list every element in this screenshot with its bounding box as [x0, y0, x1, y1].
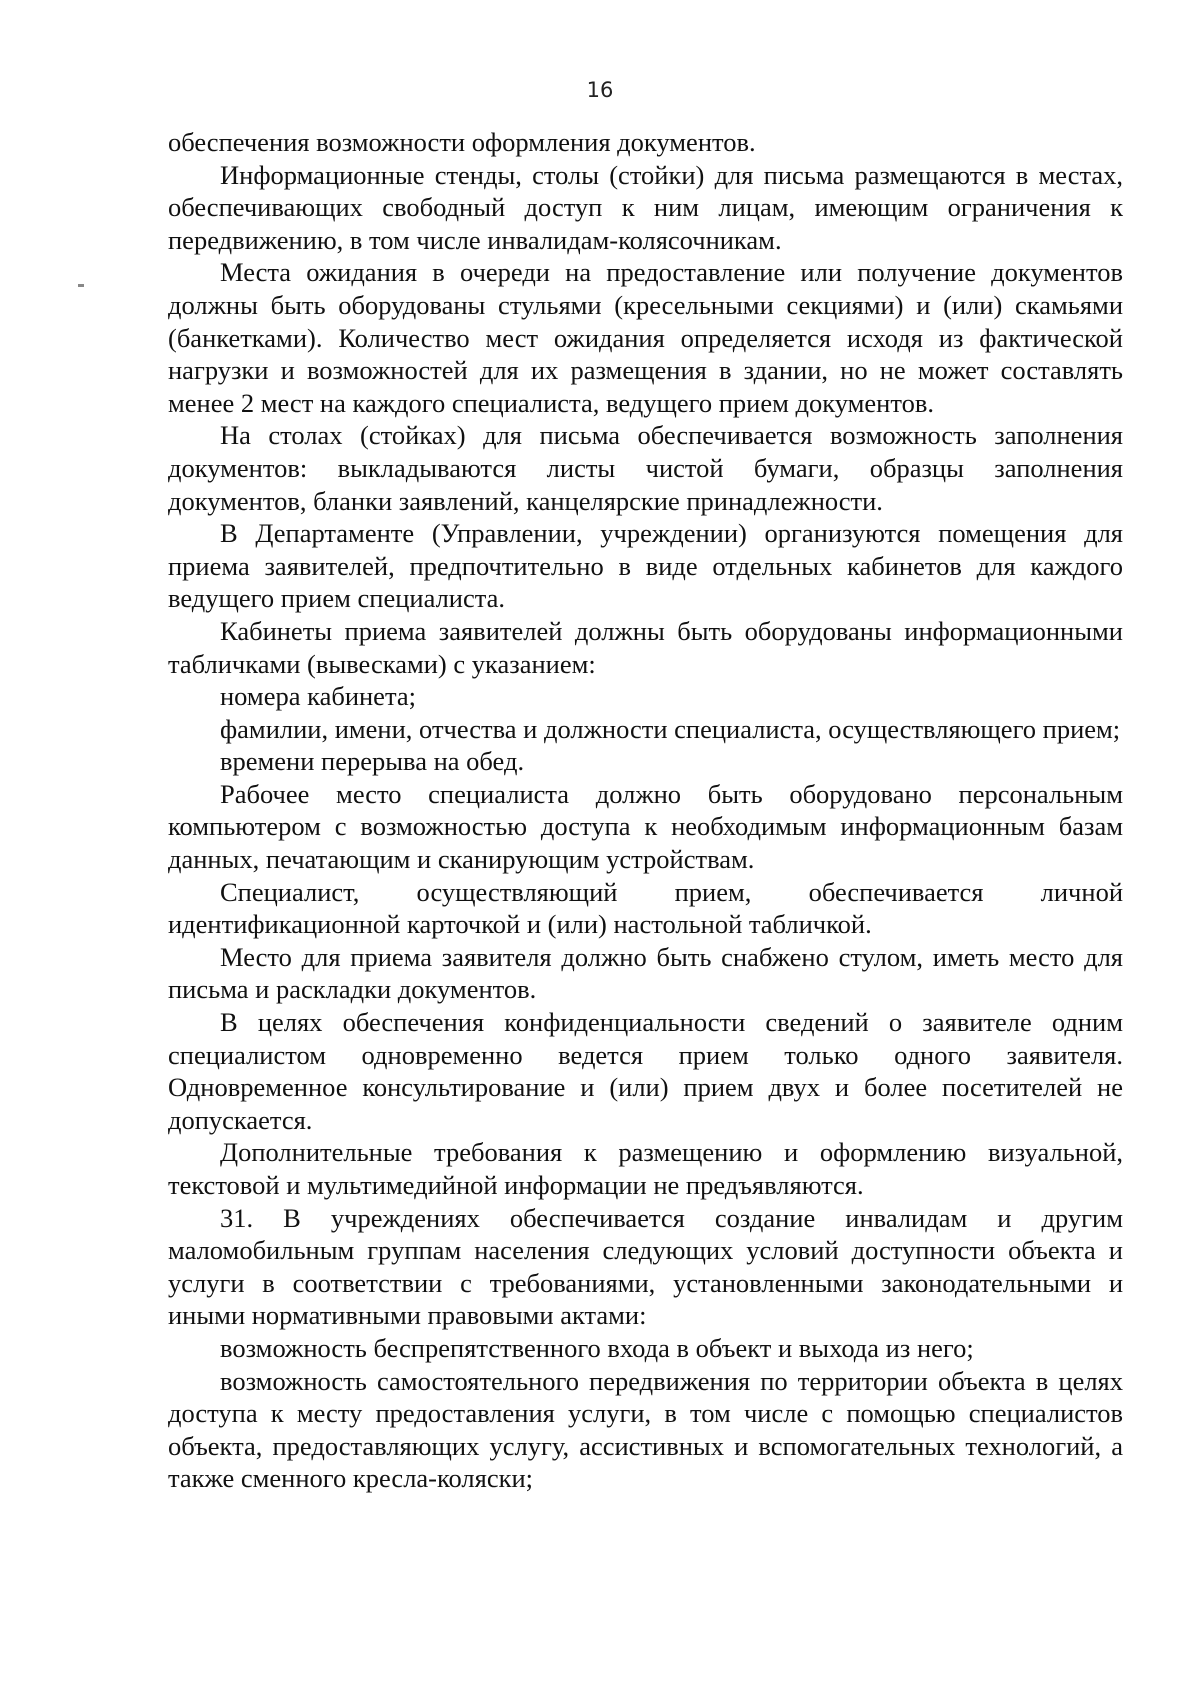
scan-mark: [78, 284, 84, 287]
paragraph-14: Дополнительные требования к размещению и оформлению визуальной, текстовой и мультимедийной информации не предъявляются.: [168, 1137, 1123, 1200]
paragraph-13: В целях обеспечения конфиденциальности сведений о заявителе одним специалистом одновременно ведется прием только одного заявителя. Одновременное консультирование и (или) прием двух и более посетителей не допускается.: [168, 1007, 1123, 1135]
paragraph-6: Кабинеты приема заявителей должны быть оборудованы информационными табличками (вывесками) с указанием:: [168, 615, 1123, 679]
list-item-specialist-name: фамилии, имени, отчества и должности специалиста, осуществляющего прием;: [220, 713, 1121, 744]
list-item-movement: возможность самостоятельного передвижения по территории объекта в целях доступа к месту предоставления услуги, в том числе с помощью специалистов объекта, предоставляющих услугу, ассистивных и вспомогательных технологий, а также сменного кресла-коляски;: [168, 1365, 1123, 1494]
paragraph-2: Информационные стенды, столы (стойки) для письма размещаются в местах, обеспечивающих свободный доступ к ним лицам, имеющим ограничения к передвижению, в том числе инвалидам-колясочникам.: [168, 159, 1123, 255]
paragraph-3: Места ожидания в очереди на предоставление или получение документов должны быть оборудованы стульями (кресельными секциями) и (или) скамьями (банкетками). Количество мест ожидания определяется исходя из фактической нагрузки и возможностей для их размещения в здании, но не может составлять менее 2 мест на каждого специалиста, ведущего прием документов.: [168, 257, 1123, 418]
paragraph-12: Место для приема заявителя должно быть снабжено стулом, иметь место для письма и раскладки документов.: [168, 941, 1123, 1005]
paragraph-10: Рабочее место специалиста должно быть оборудовано персональным компьютером с возможностью доступа к необходимым информационным базам данных, печатающим и сканирующим устройствам.: [168, 778, 1123, 875]
paragraph-4: На столах (стойках) для письма обеспечивается возможность заполнения документов: выкладываются листы чистой бумаги, образцы заполнения документов, бланки заявлений, канцелярские принадлежности.: [168, 420, 1123, 516]
list-item-lunch-break: времени перерыва на обед.: [220, 746, 525, 777]
list-item-entry-exit: возможность беспрепятственного входа в объект и выхода из него;: [220, 1332, 974, 1363]
paragraph-1: обеспечения возможности оформления документов.: [168, 127, 756, 157]
paragraph-31: 31. В учреждениях обеспечивается создание инвалидам и другим маломобильным группам населения следующих условий доступности объекта и услуги в соответствии с требованиями, установленными законодательными и иными нормативными правовыми актами:: [168, 1202, 1123, 1331]
document-body: [168, 126, 1123, 1495]
page-number: 16: [586, 78, 614, 102]
paragraph-11: Специалист, осуществляющий прием, обеспечивается личной идентификационной карточкой и (или) настольной табличкой.: [168, 876, 1123, 940]
paragraph-5: В Департаменте (Управлении, учреждении) организуются помещения для приема заявителей, предпочтительно в виде отдельных кабинетов для каждого ведущего прием специалиста.: [168, 518, 1123, 614]
list-item-cabinet-number: номера кабинета;: [220, 681, 416, 712]
